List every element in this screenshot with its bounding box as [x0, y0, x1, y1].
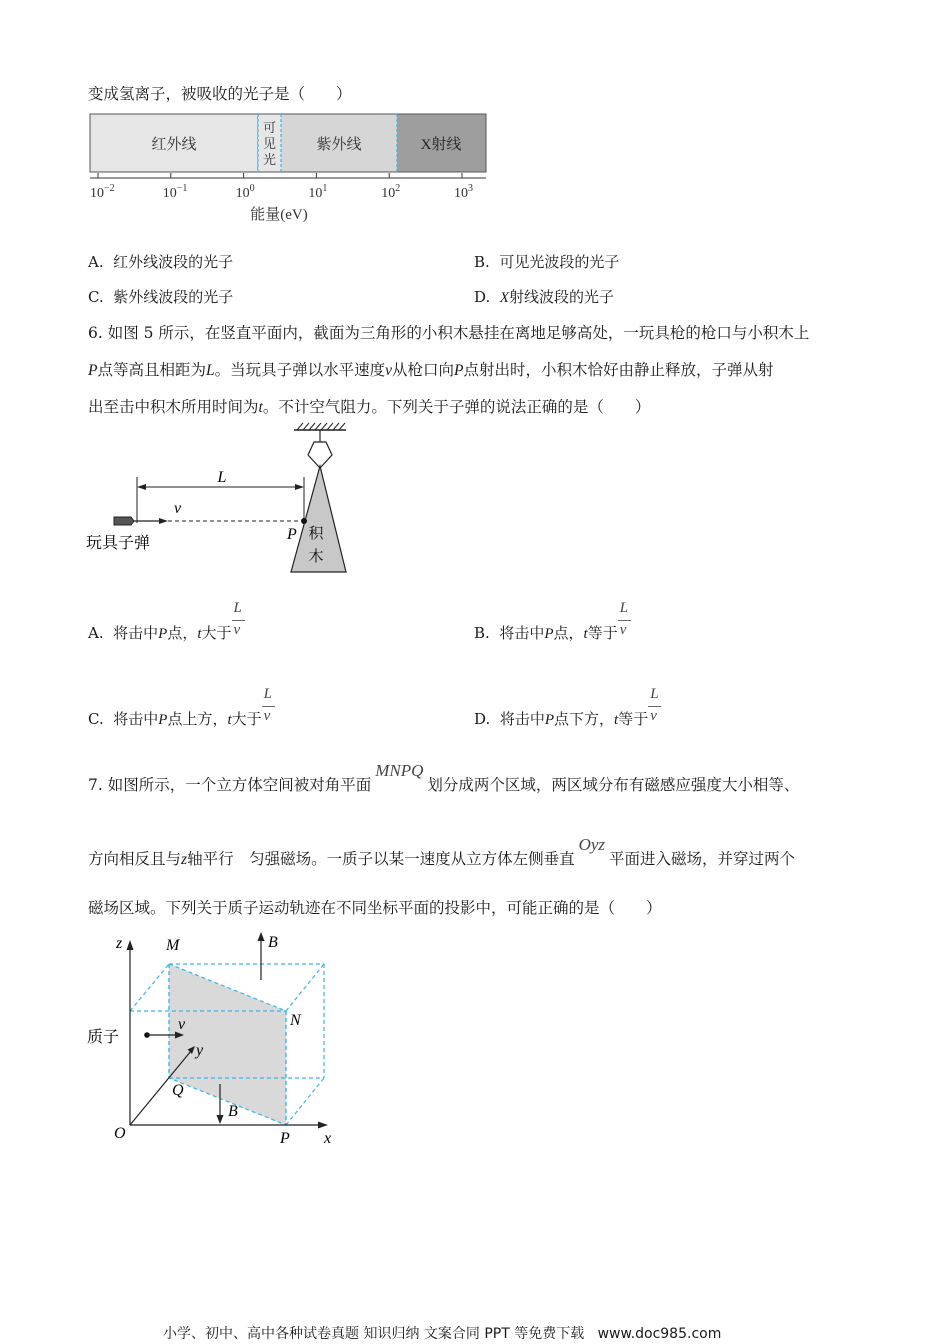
x-axis-arrow [318, 1122, 328, 1129]
q6-figure [84, 420, 384, 585]
q6-option-a[interactable]: A. 将击中P点，t大于 $\frac{L}{v}$ [88, 614, 246, 644]
energy-tick-label: $10^0$ [235, 183, 255, 201]
energy-tick-label: $10^{-1}$ [162, 183, 188, 201]
plane-MNPQ: MNPQ [375, 761, 424, 780]
label-Q: Q [172, 1082, 184, 1099]
energy-tick-label: $10^{-2}$ [90, 183, 115, 201]
q6-option-b[interactable]: B. 将击中P点，t等于 $\frac{L}{v}$ [474, 614, 632, 644]
q6-stem-line2: P点等高且相距为L。当玩具子弹以水平速度v从枪口向P点射出时，小积木恰好由静止释放，子弹从射 [88, 361, 774, 379]
label-x: x [324, 1130, 332, 1147]
plane-MNPQ-shaded [169, 964, 286, 1125]
label-v: v [178, 1016, 186, 1033]
label-B-up: B [268, 934, 278, 951]
B-up-arrowhead [258, 932, 265, 941]
q5-option-d[interactable]: D. X射线波段的光子 [474, 288, 614, 306]
q7-stem-line3: 磁场区域。下列关于质子运动轨迹在不同坐标平面的投影中，可能正确的是（ ） [88, 899, 662, 917]
footer-ad [163, 1323, 721, 1343]
velocity-arrowhead [159, 518, 168, 524]
fraction-L-over-v: $\frac{L}{v}$ [648, 700, 662, 730]
q7-cube-figure [84, 928, 354, 1150]
q5-stem-tail: 变成氢离子，被吸收的光子是（ ） [88, 85, 352, 103]
label-M: M [166, 937, 180, 954]
label-toy-bullet: 玩具子弹 [86, 535, 151, 552]
label-z: z [116, 935, 123, 952]
q6-stem-line1: 6. 如图 5 所示，在竖直平面内，截面为三角形的小积木悬挂在离地足够高处，一玩具枪的枪口与小积木上 [88, 324, 810, 342]
gun-muzzle [114, 517, 134, 525]
B-down-arrowhead [217, 1115, 224, 1124]
footer-site-link[interactable]: www.doc985.com [597, 1326, 722, 1342]
q7-stem-line2: 方向相反且与z轴平行 匀强磁场。一质子以某一速度从立方体左侧垂直Oyz平面进入磁场，并穿过两个 [88, 835, 796, 868]
fraction-L-over-v: $\frac{L}{v}$ [262, 700, 276, 730]
label-N: N [290, 1012, 301, 1029]
block-label-1: 积 [308, 526, 324, 542]
dim-arrow-right [295, 484, 304, 490]
band-label-infrared: 红外线 [151, 137, 197, 153]
fraction-L-over-v: $\frac{L}{v}$ [618, 614, 632, 644]
band-label-xray: X射线 [420, 137, 462, 153]
q5-option-b[interactable]: B. 可见光波段的光子 [474, 253, 620, 271]
spectrum-ticks [90, 173, 473, 201]
label-B-down: B [228, 1103, 238, 1120]
label-P: P [280, 1130, 290, 1147]
dim-arrow-left [137, 484, 146, 490]
block-label-2: 木 [308, 549, 324, 565]
energy-tick-label: $10^1$ [308, 183, 328, 201]
label-P: P [287, 526, 297, 543]
label-O: O [114, 1125, 126, 1142]
band-label-visible-1: 可 [262, 120, 277, 135]
q6-stem-line3: 出至击中积木所用时间为t。不计空气阻力。下列关于子弹的说法正确的是（ ） [88, 398, 651, 416]
fraction-L-over-v: $\frac{L}{v}$ [232, 614, 246, 644]
point-P [301, 518, 307, 524]
label-y: y [196, 1042, 204, 1059]
label-L: L [217, 469, 227, 486]
energy-tick-label: $10^2$ [381, 183, 401, 201]
energy-axis-label: 能量(eV) [250, 207, 308, 223]
q6-option-c[interactable]: C. 将击中P点上方，t大于 $\frac{L}{v}$ [88, 700, 276, 730]
label-v: v [174, 500, 182, 517]
band-label-uv: 紫外线 [316, 137, 362, 153]
ceiling-hatch [297, 423, 345, 430]
energy-tick-label: $10^3$ [454, 183, 473, 201]
band-label-visible-3: 光 [262, 152, 277, 167]
label-proton: 质子 [87, 1029, 120, 1046]
footer-left-text: 小学、初中、高中各种试卷真题 知识归纳 文案合同 PPT 等免费下载 [163, 1326, 585, 1342]
q5-option-c[interactable]: C. 紫外线波段的光子 [88, 288, 234, 306]
z-axis-arrow [127, 940, 134, 950]
q5-option-a[interactable]: A. 红外线波段的光子 [88, 253, 234, 271]
q7-stem-line1: 7. 如图所示，一个立方体空间被对角平面MNPQ划分成两个区域，两区域分布有磁感应强度大小相等、 [88, 761, 800, 794]
spectrum-figure [84, 108, 494, 226]
q6-option-d[interactable]: D. 将击中P点下方，t等于 $\frac{L}{v}$ [474, 700, 662, 730]
plane-Oyz: Oyz [578, 835, 606, 854]
band-label-visible-2: 见 [262, 136, 277, 151]
